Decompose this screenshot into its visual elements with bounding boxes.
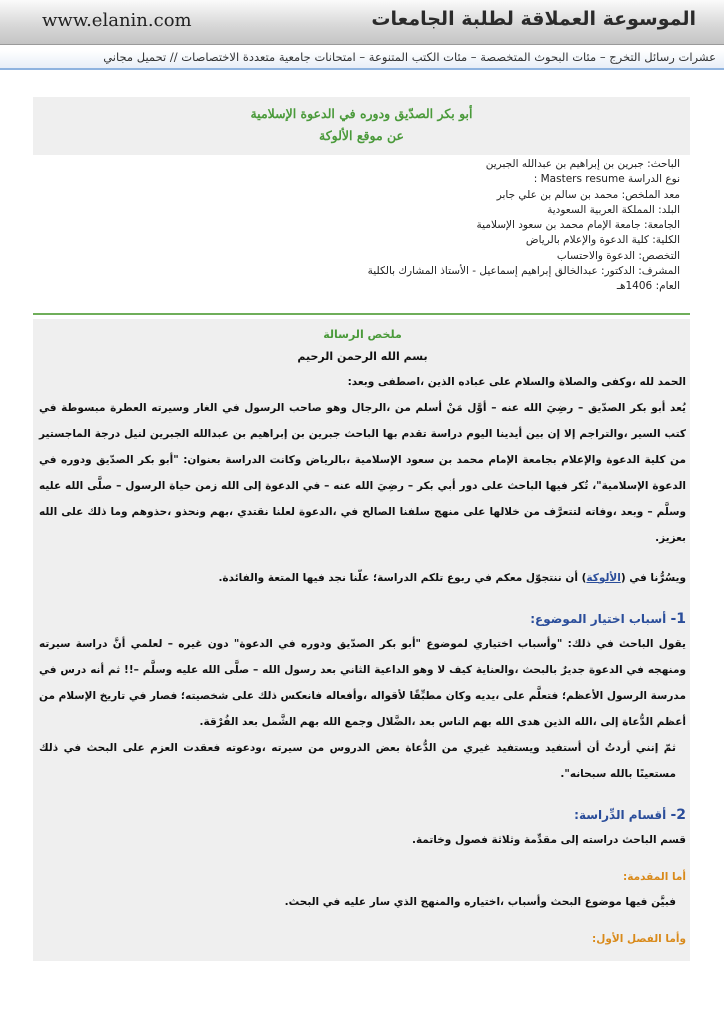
chapter-1-heading: وأما الفصل الأول:	[592, 932, 686, 945]
meta-specialization: التخصص: الدعوة والاحتساب	[556, 249, 680, 262]
section-2-title: أقسام الدِّراسة:	[574, 807, 667, 822]
section-divider	[33, 313, 690, 315]
section-1-number: 1-	[670, 610, 686, 627]
intro-paragraph: يُعد أبو بكر الصدّيق – رضِيَ الله عنه – أوَّل مَنْ أسلم من ،الرجال وهو صاحب الرسول في الغار وسيرته العطرة مبسوطة في كتب السير ،والتراجم إلا إن بين أيدينا اليوم دراسة تقدم بها الباحث جبرين بن إبراهيم بن عبدالله الجبرين لنيل درجة الماجستير من كلية الدعوة والإعلام بجامعة الإمام محمد بن سعود الإسلامية ،بالرياض وكانت الدراسة بعنوان: "أبو بكر الصدّيق ودوره في الدعوة الإسلامية"، تُكر فيها الباحث على دور أبي بكر – رضِيَ الله عنه – في الدعوة إلى الله زمن حياة الرسول – صلَّى الله عليه وسلَّم – وبعد ،وفاته لتتعرَّف من خلالها على منهج سلفنا الصالح في ،الدعوة لعلنا نقتدي ،بهم ونحذو ،حذوهم وما ذلك على الله بعزيز.	[39, 401, 686, 544]
site-banner	[0, 0, 724, 45]
alukah-pre: ويسُرُّنا في (	[620, 571, 686, 584]
section-2-paragraph: قسم الباحث دراسته إلى مقدِّمة وثلاثة فصول وخاتمة.	[411, 833, 686, 846]
metadata-block	[33, 155, 690, 295]
alukah-post: ) أن ننتجوّل معكم في ربوع تلكم الدراسة؛ علّنا نجد فيها المتعة والفائدة.	[218, 571, 587, 584]
summary-heading: ملخص الرسالة	[323, 327, 402, 341]
meta-college: الكلية: كلية الدعوة والإعلام بالرياض	[525, 234, 680, 247]
document-subtitle: عن موقع الألوكة	[319, 128, 404, 143]
section-2-heading	[39, 803, 686, 827]
section-2-number: 2-	[670, 806, 686, 823]
section-1-title: أسباب اختيار الموضوع:	[530, 611, 667, 626]
introduction-heading: أما المقدمة:	[623, 870, 686, 883]
section-1-paragraph-2: ثمّ إنني أردتُ أن أستفيد ويستفيد غيري من الدُّعاة بعض الدروس من سيرته ،ودعوته فعقدت العزم على البحث في ذلك مستعينًا بالله سبحانه".	[39, 741, 676, 780]
alukah-link[interactable]: الألوكة	[586, 571, 621, 584]
meta-summary-author: معد الملخص: محمد بن سالم بن علي جابر	[496, 188, 680, 201]
meta-supervisor: المشرف: الدكتور: عبدالخالق إبراهيم إسماعيل - الأستاذ المشارك بالكلية	[367, 265, 680, 278]
site-title: الموسوعة العملاقة لطلبة الجامعات	[371, 8, 696, 30]
document	[33, 97, 690, 961]
section-1-heading	[39, 607, 686, 631]
introduction-paragraph: فبيَّن فيها موضوع البحث وأسباب ،اختياره والمنهج الذي سار عليه في البحث.	[284, 895, 676, 908]
summary-body	[33, 319, 690, 961]
section-1-paragraph-1: يقول الباحث في ذلك: "وأسباب اختياري لموضوع "أبو بكر الصدّيق ودوره في الدعوة" دون غيره – لعلمي أنَّ دراسة سيرته ومنهجه في الدعوة جديرٌ بالبحث ،والعناية كيف لا وهو الداعية الثاني بعد رسول الله – صلَّى الله عليه وسلَّم –!! ثم أنه درس في مدرسة الرسول الأعظم؛ فتعلَّم على ،يديه وكان مطبِّقًا لأقواله ،وأفعاله فانعكس ذلك على شخصيته؛ فصار في تاريخ الإسلام من أعظم الدُّعاة إلى ،الله الذين هدى الله بهم الناس بعد ،الضَّلال وجمع الله بهم الشَّمل بعد الفُرْقة.	[39, 637, 686, 728]
meta-university: الجامعة: جامعة الإمام محمد بن سعود الإسلامية	[476, 219, 680, 232]
title-box	[33, 97, 690, 155]
basmala: بسم الله الرحمن الرحيم	[297, 349, 428, 363]
intro-line: الحمد لله ،وكفى والصلاة والسلام على عباده الذين ،اصطفى وبعد:	[347, 375, 686, 388]
site-url[interactable]: www.elanin.com	[42, 10, 192, 31]
document-title: أبو بكر الصدّيق ودوره في الدعوة الإسلامية	[250, 106, 473, 121]
meta-researcher: الباحث: جبرين بن إبراهيم بن عبدالله الجبرين	[485, 158, 680, 170]
meta-year: العام: 1406هـ	[616, 280, 680, 293]
meta-study-type: نوع الدراسة Masters resume :	[533, 173, 680, 186]
site-tagline: عشرات رسائل التخرج – مئات البحوث المتخصصة – مئات الكتب المتنوعة – امتحانات جامعية متعددة الاختصاصات // تحميل مجاني	[0, 50, 724, 70]
meta-country: البلد: المملكة العربية السعودية	[547, 203, 680, 216]
alukah-paragraph	[39, 565, 686, 591]
